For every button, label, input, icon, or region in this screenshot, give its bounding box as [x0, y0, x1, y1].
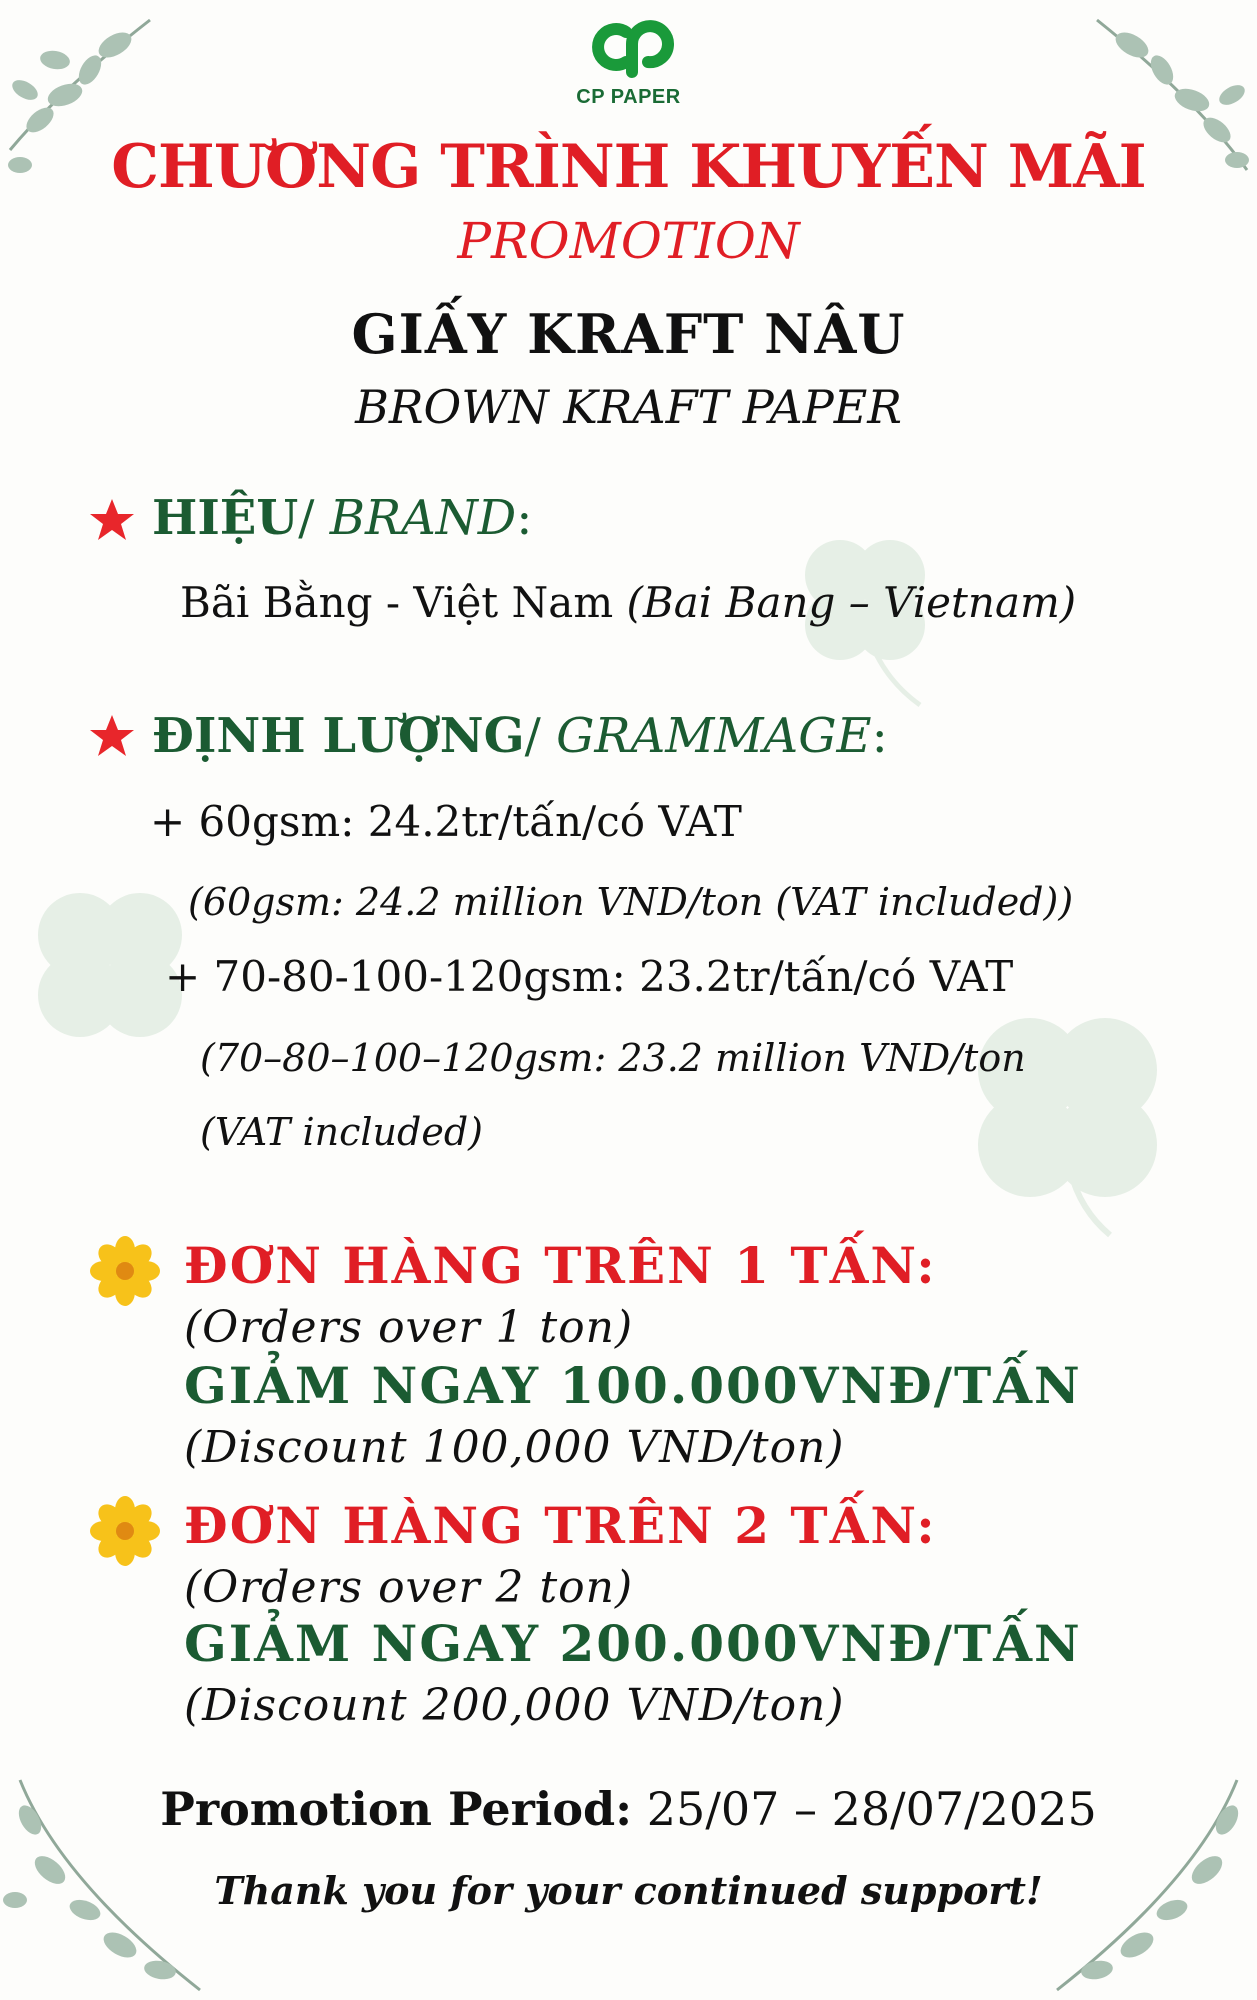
flower-icon [90, 1236, 160, 1306]
promotion-title: CHƯƠNG TRÌNH KHUYẾN MÃI [111, 132, 1146, 202]
grammage-item-70-120-price-en: (70–80–100–120gsm: 23.2 million VND/ton [200, 1036, 1026, 1080]
grammage-label: ĐỊNH LƯỢNG/ GRAMMAGE: [152, 708, 888, 764]
cp-paper-logo-icon [578, 16, 682, 80]
order-tier-1-discount-en: (Discount 100,000 VND/ton) [184, 1422, 845, 1473]
product-name-en: BROWN KRAFT PAPER [355, 380, 902, 434]
grammage-item-70-120-price: + 70-80-100-120gsm: 23.2tr/tấn/có VAT [165, 952, 1014, 1001]
order-tier-1-heading-en: (Orders over 1 ton) [184, 1302, 634, 1353]
thank-you-message: Thank you for your continued support! [214, 1868, 1043, 1913]
logo-text: CP PAPER [576, 86, 681, 108]
order-tier-2-heading-en: (Orders over 2 ton) [184, 1562, 634, 1613]
order-tier-2-heading: ĐƠN HÀNG TRÊN 2 TẤN: [184, 1496, 937, 1555]
star-icon [88, 496, 136, 544]
order-tier-1-heading: ĐƠN HÀNG TRÊN 1 TẤN: [184, 1236, 937, 1295]
star-icon [88, 712, 136, 760]
brand-label: HIỆU/ BRAND: [152, 490, 533, 546]
brand-value: Bãi Bằng - Việt Nam (Bai Bang – Vietnam) [180, 578, 1077, 627]
order-tier-1-discount: GIẢM NGAY 100.000VNĐ/TẤN [184, 1356, 1082, 1415]
grammage-item-60-price: + 60gsm: 24.2tr/tấn/có VAT [150, 797, 742, 846]
order-tier-2-discount: GIẢM NGAY 200.000VNĐ/TẤN [184, 1614, 1082, 1673]
promotion-period: Promotion Period: 25/07 – 28/07/2025 [160, 1782, 1097, 1836]
grammage-item-70-120-vat-en: (VAT included) [200, 1110, 483, 1154]
flower-icon [90, 1496, 160, 1566]
promotion-title-en: PROMOTION [457, 212, 800, 270]
grammage-item-60-price-en: (60gsm: 24.2 million VND/ton (VAT included)) [188, 880, 1074, 924]
order-tier-2-discount-en: (Discount 200,000 VND/ton) [184, 1680, 845, 1731]
product-name: GIẤY KRAFT NÂU [351, 302, 906, 366]
